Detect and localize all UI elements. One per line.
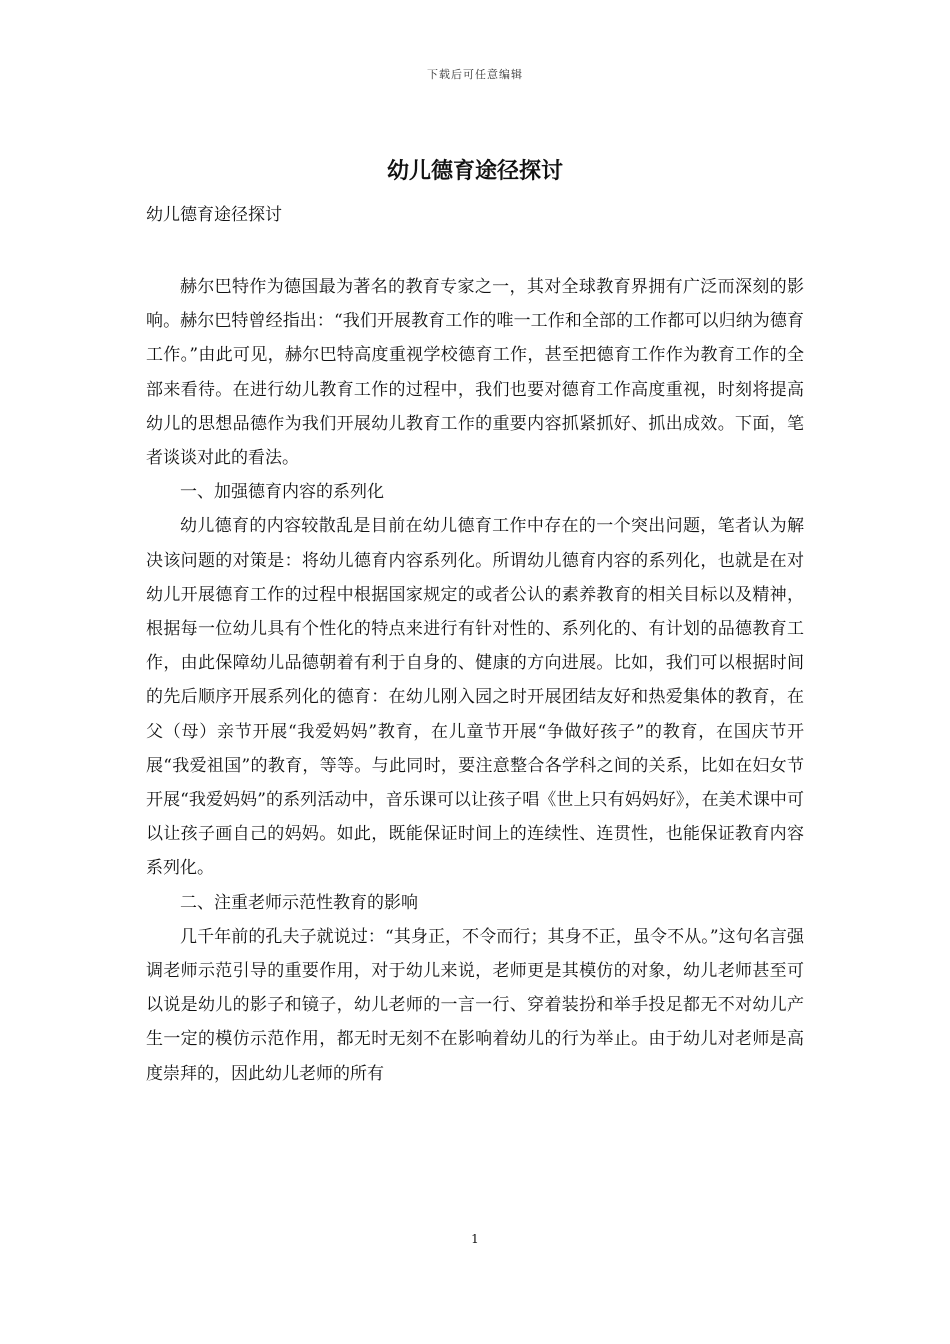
paragraph-section-2: 几千年前的孔夫子就说过：“其身正，不令而行；其身不正，虽令不从。”这句名言强调老师示范引导的重要作用，对于幼儿来说，老师更是其模仿的对象，幼儿老师甚至可以说是幼儿的影子和镜子，幼儿老师的一言一行、穿着装扮和举手投足都无不对幼儿产生一定的模仿示范作用，都无时无刻不在影响着幼儿的行为举止。由于幼儿对老师是高度崇拜的，因此幼儿老师的所有 [146,926,804,1084]
header-note: 下载后可任意编辑 [427,68,523,81]
document-title: 幼儿德育途径探讨 [386,159,563,184]
paragraph-intro: 赫尔巴特作为德国最为著名的教育专家之一，其对全球教育界拥有广泛而深刻的影响。赫尔巴特曾经指出：“我们开展教育工作的唯一工作和全部的工作都可以归纳为德育工作。”由此可见，赫尔巴特高度重视学校德育工作，甚至把德育工作作为教育工作的全部来看待。在进行幼儿教育工作的过程中，我们也要对德育工作高度重视，时刻将提高幼儿的思想品德作为我们开展幼儿教育工作的重要内容抓紧抓好、抓出成效。下面，笔者谈谈对此的看法。 [146,277,804,469]
paragraph-section-1: 幼儿德育的内容较散乱是目前在幼儿德育工作中存在的一个突出问题，笔者认为解决该问题的对策是：将幼儿德育内容系列化。所谓幼儿德育内容的系列化，也就是在对幼儿开展德育工作的过程中根据国家规定的或者公认的素养教育的相关目标以及精神，根据每一位幼儿具有个性化的特点来进行有针对性的、系列化的、有计划的品德教育工作，由此保障幼儿品德朝着有利于自身的、健康的方向进展。比如，我们可以根据时间的先后顺序开展系列化的德育：在幼儿刚入园之时开展团结友好和热爱集体的教育，在父（母）亲节开展“我爱妈妈”教育，在儿童节开展“争做好孩子”的教育，在国庆节开展“我爱祖国”的教育，等等。与此同时，要注意整合各学科之间的关系，比如在妇女节开展“我爱妈妈”的系列活动中，音乐课可以让孩子唱《世上只有妈妈好》，在美术课中可以让孩子画自己的妈妈。如此，既能保证时间上的连续性、连贯性，也能保证教育内容系列化。 [146,516,804,879]
document-body [146,270,804,1091]
section-heading-1: 一、加强德育内容的系列化 [180,482,384,503]
page-number: 1 [471,1232,479,1246]
document-subtitle: 幼儿德育途径探讨 [146,205,282,225]
section-heading-2: 二、注重老师示范性教育的影响 [180,892,418,913]
